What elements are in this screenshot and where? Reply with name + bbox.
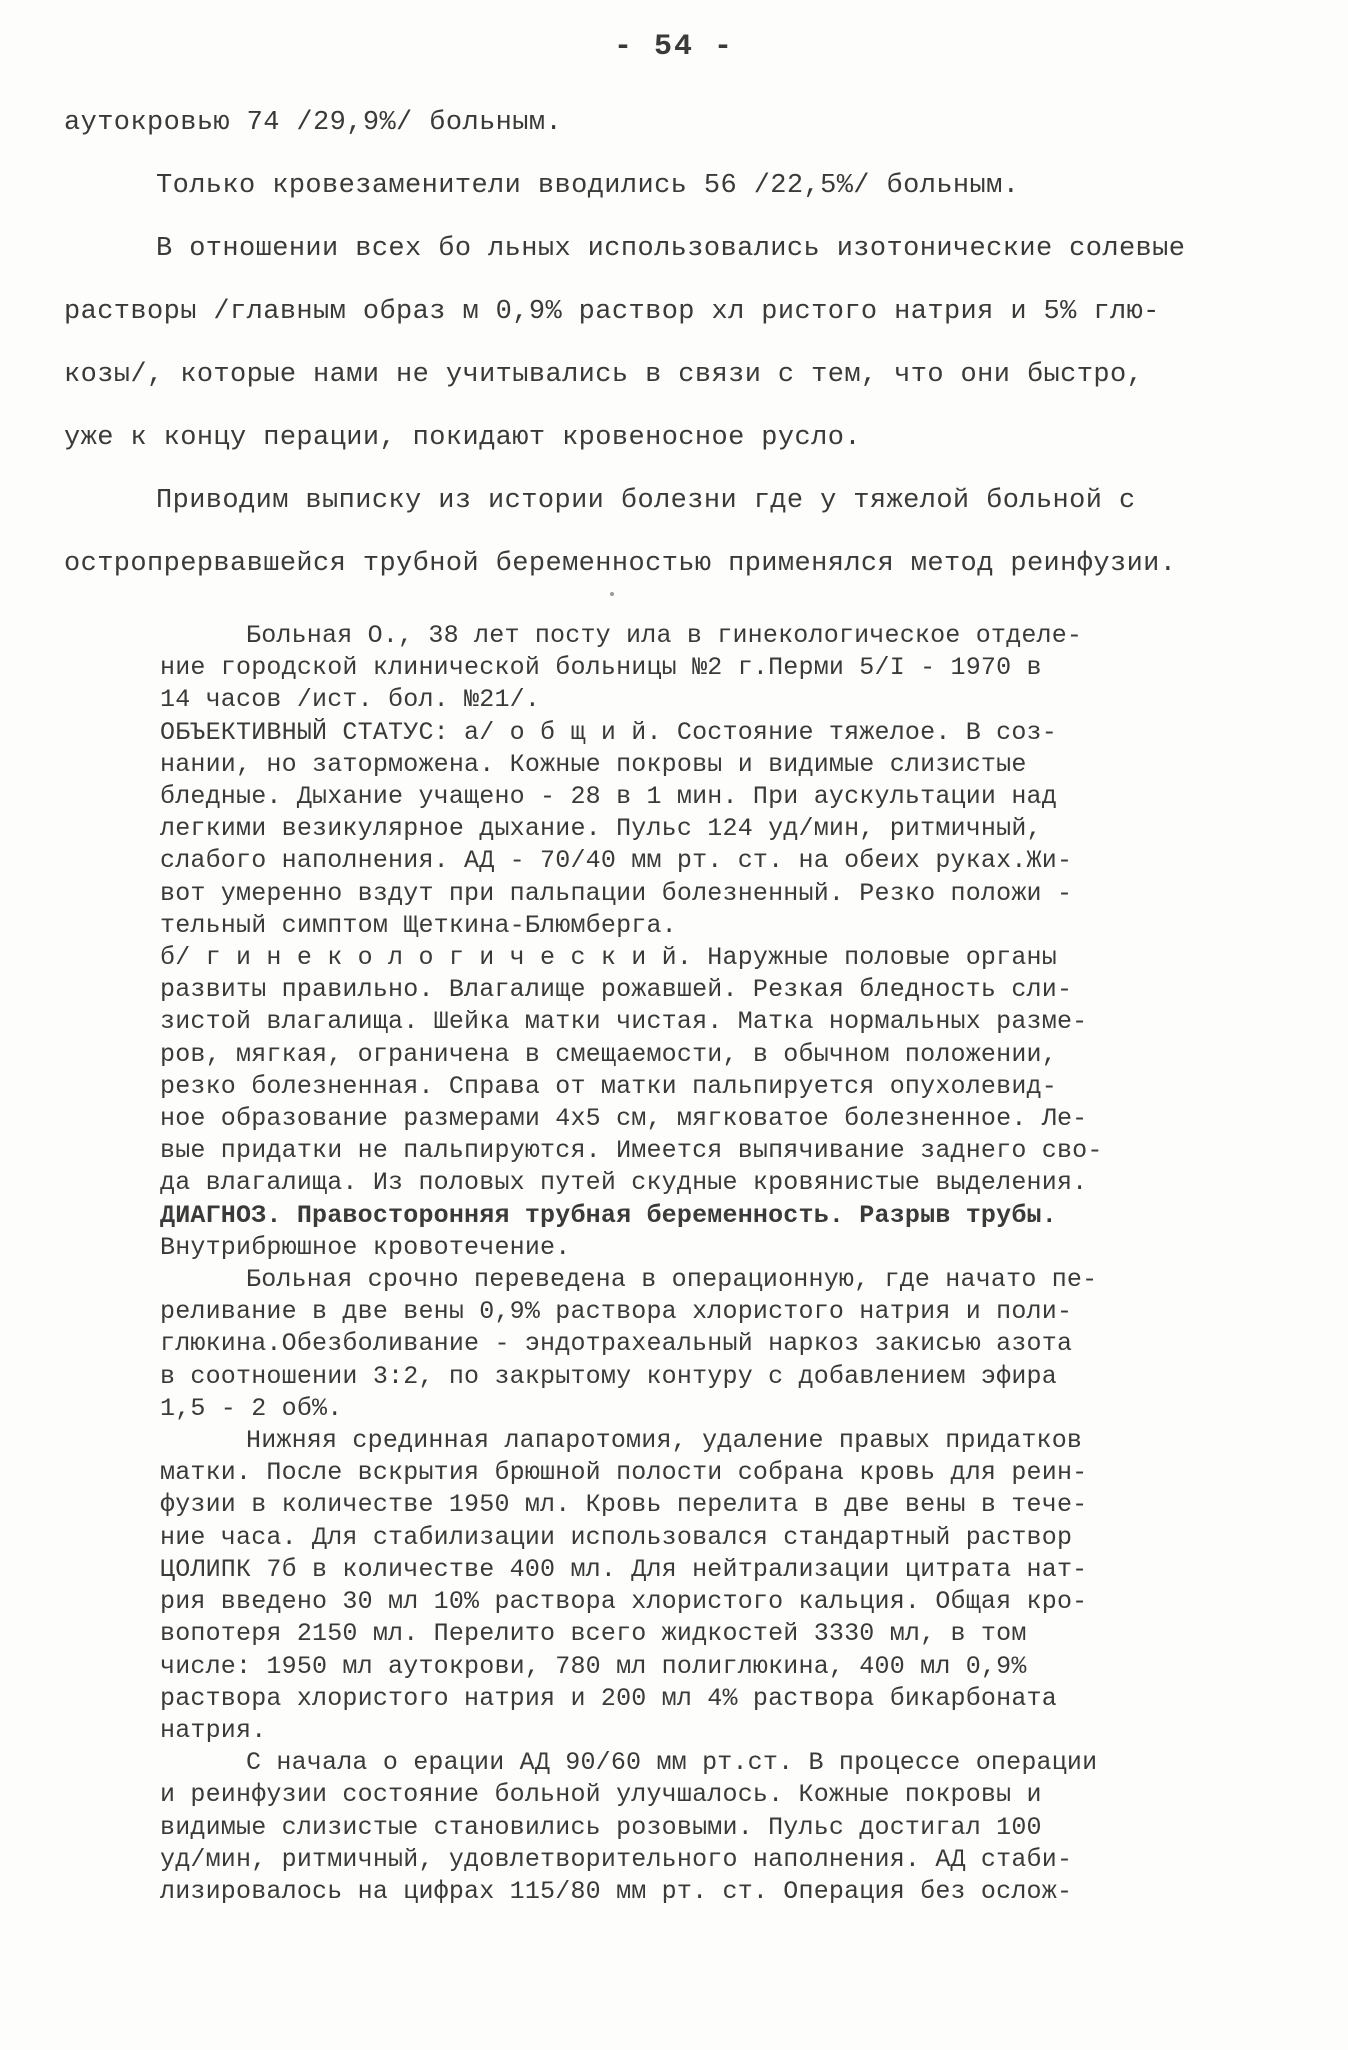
- case-line: числе: 1950 мл аутокрови, 780 мл полиглюкина, 400 мл 0,9%: [160, 1651, 1027, 1681]
- case-line: раствора хлористого натрия и 200 мл 4% раствора бикарбоната: [160, 1683, 1057, 1713]
- case-line: уд/мин, ритмичный, удовлетворительного наполнения. АД стаби-: [160, 1844, 1073, 1874]
- text-line: уже к концу перации, покидают кровеносное русло.: [64, 423, 861, 453]
- text-line: козы/, которые нами не учитывались в связи с тем, что они быстро,: [64, 360, 1144, 390]
- case-line: матки. После вскрытия брюшной полости собрана кровь для реин-: [160, 1458, 1088, 1488]
- case-history-block: [160, 620, 1280, 1908]
- text-line: аутокровью 74 /29,9%/ больным.: [64, 108, 563, 138]
- text-line: остропрервавшейся трубной беременностью применялся метод реинфузии.: [64, 549, 1177, 579]
- text-line: Приводим выписку из истории болезни где у тяжелой больной с: [156, 486, 1136, 516]
- case-line: бледные. Дыхание учащено - 28 в 1 мин. При аускультации над: [160, 782, 1057, 812]
- case-line: ние часа. Для стабилизации использовался стандартный раствор: [160, 1522, 1073, 1552]
- case-line: Внутрибрюшное кровотечение.: [160, 1232, 571, 1262]
- case-line: ОБЪЕКТИВНЫЙ СТАТУС: а/ о б щ и й. Состояние тяжелое. В соз-: [160, 717, 1057, 747]
- case-line: зистой влагалища. Шейка матки чистая. Матка нормальных разме-: [160, 1007, 1088, 1037]
- case-line: реливание в две вены 0,9% раствора хлористого натрия и поли-: [160, 1297, 1073, 1327]
- case-line: ние городской клинической больницы №2 г.Перми 5/I - 1970 в: [160, 653, 1042, 683]
- case-line: С начала о ерации АД 90/60 мм рт.ст. В процессе операции: [246, 1748, 1098, 1778]
- case-line: рия введено 30 мл 10% раствора хлористого кальция. Общая кро-: [160, 1587, 1088, 1617]
- case-line: вопотеря 2150 мл. Перелито всего жидкостей 3330 мл, в том: [160, 1619, 1027, 1649]
- case-line: в соотношении 3:2, по закрытому контуру с добавлением эфира: [160, 1361, 1057, 1391]
- case-line: 1,5 - 2 об%.: [160, 1393, 343, 1423]
- case-line: лизировалось на цифрах 115/80 мм рт. ст. Операция без ослож-: [160, 1876, 1073, 1906]
- main-text-block: [64, 92, 1284, 596]
- case-line: нании, но заторможена. Кожные покровы и видимые слизистые: [160, 749, 1027, 779]
- case-line: ДИАГНОЗ. Правосторонняя трубная беременность. Разрыв трубы.: [160, 1200, 1057, 1230]
- page-number: - 54 -: [613, 30, 735, 64]
- case-line: развиты правильно. Влагалище рожавшей. Резкая бледность сли-: [160, 975, 1073, 1005]
- case-line: ров, мягкая, ограничена в смещаемости, в обычном положении,: [160, 1039, 1057, 1069]
- case-line: слабого наполнения. АД - 70/40 мм рт. ст. на обеих руках.Жи-: [160, 846, 1073, 876]
- case-line: вот умеренно вздут при пальпации болезненный. Резко положи -: [160, 878, 1073, 908]
- case-line: ЦОЛИПК 7б в количестве 400 мл. Для нейтрализации цитрата нат-: [160, 1554, 1088, 1584]
- case-line: видимые слизистые становились розовыми. Пульс достигал 100: [160, 1812, 1042, 1842]
- text-line: растворы /главным образ м 0,9% раствор хл ристого натрия и 5% глю-: [64, 297, 1160, 327]
- text-line: Только кровезаменители вводились 56 /22,5%/ больным.: [156, 171, 1020, 201]
- case-line: Больная срочно переведена в операционную, где начато пе-: [246, 1265, 1098, 1295]
- case-line: резко болезненная. Справа от матки пальпируется опухолевид-: [160, 1071, 1057, 1101]
- text-line: В отношении всех бо льных использовались изотонические солевые: [156, 234, 1186, 264]
- case-line: вые придатки не пальпируются. Имеется выпячивание заднего сво-: [160, 1136, 1103, 1166]
- case-line: б/ г и н е к о л о г и ч е с к и й. Наружные половые органы: [160, 943, 1057, 973]
- case-line: фузии в количестве 1950 мл. Кровь перелита в две вены в тече-: [160, 1490, 1088, 1520]
- case-line: да влагалища. Из половых путей скудные кровянистые выделения.: [160, 1168, 1088, 1198]
- case-line: ное образование размерами 4х5 см, мягковатое болезненное. Ле-: [160, 1104, 1088, 1134]
- case-line: 14 часов /ист. бол. №21/.: [160, 685, 541, 715]
- case-line: Больная О., 38 лет посту ила в гинекологическое отделе-: [246, 621, 1083, 650]
- case-line: легкими везикулярное дыхание. Пульс 124 уд/мин, ритмичный,: [160, 814, 1042, 844]
- ink-speck: [610, 592, 614, 596]
- case-line: натрия.: [160, 1715, 267, 1745]
- case-line: Нижняя срединная лапаротомия, удаление правых придатков: [246, 1426, 1083, 1456]
- case-line: тельный симптом Щеткина-Блюмберга.: [160, 910, 677, 940]
- case-line: и реинфузии состояние больной улучшалось. Кожные покровы и: [160, 1780, 1042, 1810]
- case-line: глюкина.Обезболивание - эндотрахеальный наркоз закисью азота: [160, 1329, 1073, 1359]
